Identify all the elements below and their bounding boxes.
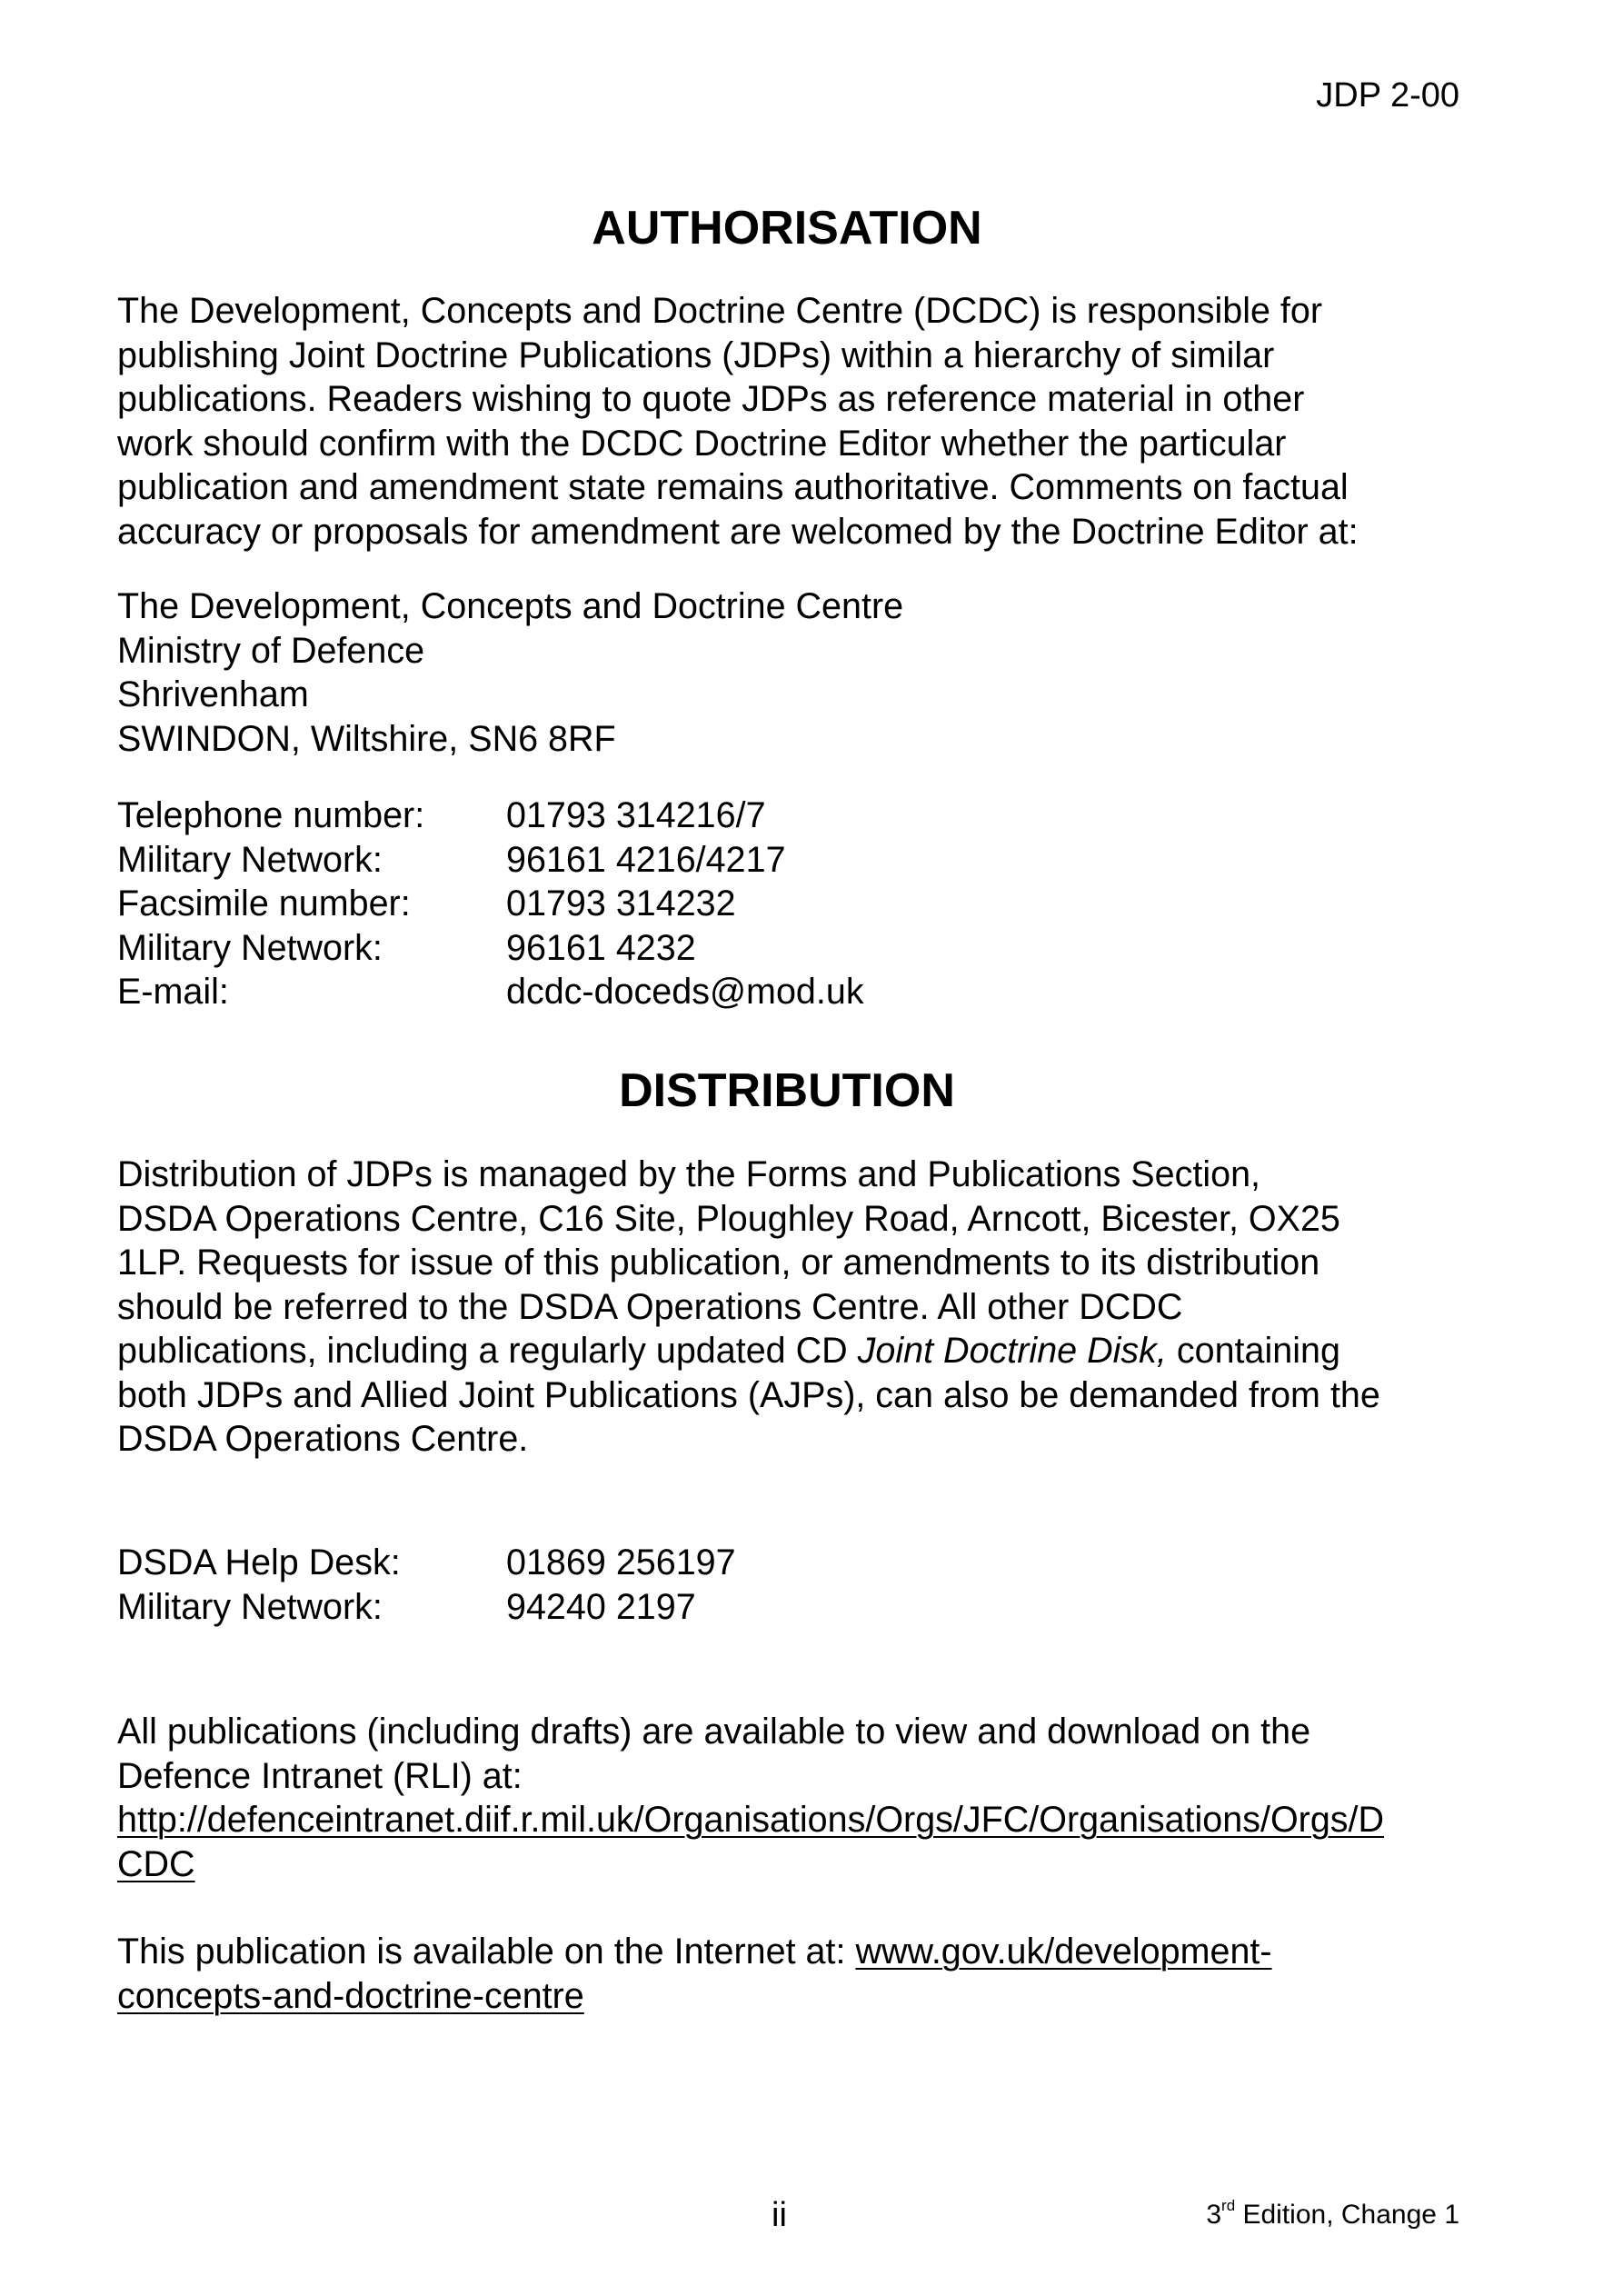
paragraph-line: should be referred to the DSDA Operations Centre. All other DCDC [117, 1286, 1183, 1327]
contact-value: 96161 4232 [506, 927, 696, 968]
contact-value: 01793 314232 [506, 883, 736, 923]
postal-address [117, 584, 1499, 761]
paragraph-line: publishing Joint Doctrine Publications (JDPs) within a hierarchy of similar [117, 334, 1275, 375]
paragraph-line: publications. Readers wishing to quote JDPs as reference material in other [117, 379, 1305, 419]
internet-link-continued[interactable]: concepts-and-doctrine-centre [117, 1975, 584, 2016]
line-text: This publication is available on the Internet at: [117, 1932, 856, 1972]
publication-title-italic: Joint Doctrine Disk, [857, 1331, 1167, 1371]
paragraph-line: work should confirm with the DCDC Doctrine Editor whether the particular [117, 423, 1287, 464]
intranet-link[interactable]: http://defenceintranet.diif.r.mil.uk/Organisations/Orgs/JFC/Organisations/Orgs/D [117, 1800, 1385, 1840]
paragraph-line: 1LP. Requests for issue of this publication, or amendments to its distribution [117, 1243, 1320, 1283]
contact-row-email [117, 970, 864, 1014]
contact-row-helpdesk [117, 1541, 736, 1585]
intranet-link-continued[interactable]: CDC [117, 1843, 195, 1884]
paragraph-line: accuracy or proposals for amendment are welcomed by the Doctrine Editor at: [117, 511, 1359, 552]
paragraph-line: DSDA Operations Centre. [117, 1419, 529, 1459]
intranet-link-line [117, 1798, 1499, 1842]
paragraph-line: Distribution of JDPs is managed by the Forms and Publications Section, [117, 1154, 1261, 1194]
contact-row-helpdesk-military-network [117, 1585, 736, 1630]
paragraph-line: Defence Intranet (RLI) at: [117, 1755, 523, 1796]
paragraph-line [117, 1329, 1499, 1373]
contact-label: DSDA Help Desk: [117, 1542, 401, 1582]
page-number: ii [772, 2196, 787, 2234]
contact-label: Military Network: [117, 1586, 383, 1627]
contact-label: Military Network: [117, 839, 383, 880]
contact-label: Military Network: [117, 927, 383, 968]
address-line: Shrivenham [117, 674, 309, 714]
authorisation-paragraph [117, 289, 1499, 554]
distribution-heading: DISTRIBUTION [619, 1064, 955, 1117]
distribution-paragraph [117, 1153, 1499, 1462]
contact-label: Facsimile number: [117, 883, 411, 923]
document-reference: JDP 2-00 [1316, 76, 1459, 115]
email-address: dcdc-doceds@mod.uk [506, 972, 864, 1012]
address-line: The Development, Concepts and Doctrine Centre [117, 586, 904, 626]
address-line: SWINDON, Wiltshire, SN6 8RF [117, 718, 616, 759]
edition-number: 3 [1206, 2200, 1222, 2230]
contact-row-facsimile [117, 882, 864, 926]
line-text: containing [1166, 1331, 1340, 1371]
contact-row-military-network-fax [117, 926, 864, 971]
paragraph-line: The Development, Concepts and Doctrine Centre (DCDC) is responsible for [117, 291, 1323, 331]
address-line: Ministry of Defence [117, 630, 425, 671]
contact-value: 94240 2197 [506, 1586, 696, 1627]
contact-row-military-network [117, 838, 864, 883]
helpdesk-details [117, 1541, 736, 1629]
contact-label: E-mail: [117, 972, 229, 1012]
edition-label [1206, 2197, 1459, 2230]
internet-link[interactable]: www.gov.uk/development- [855, 1932, 1272, 1972]
edition-ordinal: rd [1221, 2197, 1236, 2214]
internet-link-line [117, 1974, 1499, 2019]
contact-value: 96161 4216/4217 [506, 839, 786, 880]
internet-paragraph [117, 1930, 1499, 2018]
contact-value: 01869 256197 [506, 1542, 736, 1582]
intranet-link-line [117, 1842, 1499, 1887]
contact-details [117, 794, 864, 1014]
paragraph-line: DSDA Operations Centre, C16 Site, Ploughley Road, Arncott, Bicester, OX25 [117, 1198, 1340, 1239]
paragraph-line [117, 1930, 1499, 1974]
intranet-paragraph [117, 1710, 1499, 1886]
authorisation-heading: AUTHORISATION [592, 202, 982, 255]
edition-text: Edition, Change 1 [1235, 2200, 1459, 2230]
paragraph-line: both JDPs and Allied Joint Publications (AJPs), can also be demanded from the [117, 1374, 1380, 1415]
paragraph-line: All publications (including drafts) are available to view and download on the [117, 1712, 1311, 1752]
contact-row-telephone [117, 794, 864, 838]
contact-label: Telephone number: [117, 795, 425, 835]
paragraph-line: publication and amendment state remains authoritative. Comments on factual [117, 467, 1349, 507]
line-text: publications, including a regularly updated CD [117, 1331, 858, 1371]
contact-value: 01793 314216/7 [506, 795, 766, 835]
